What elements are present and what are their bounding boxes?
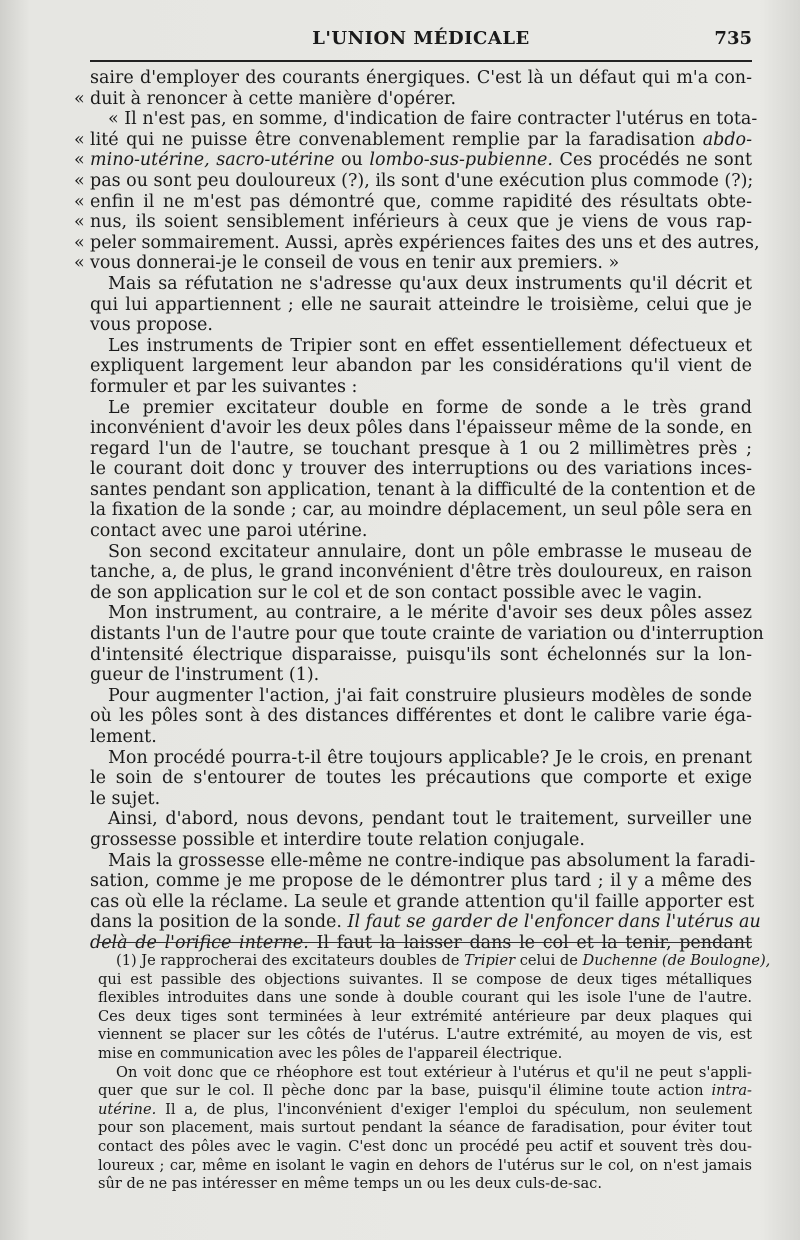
text-span: d'intensité électrique disparaisse, puisqu'ils sont échelonnés sur la lon- (90, 644, 752, 665)
quote-mark: « (74, 170, 85, 191)
text-span: vous donnerai-je le conseil de vous en tenir aux premiers. » (90, 253, 620, 274)
text-line (90, 109, 758, 130)
quote-mark: « (74, 212, 85, 233)
page-header (90, 28, 752, 56)
text-span: Mon procédé pourra-t-il être toujours applicable? Je le crois, en prenant (108, 747, 752, 768)
text-span: sûr de ne pas intéresser en même temps un ou les deux culs-de-sac. (98, 1175, 602, 1193)
text-span: saire d'employer des courants énergiques. C'est là un défaut qui m'a con- (90, 68, 752, 88)
text-line (90, 706, 752, 727)
text-line (90, 274, 752, 295)
text-span: Ces deux tiges sont terminées à leur extrémité antérieure par deux plaques qui (98, 1007, 752, 1025)
text-span: Son second excitateur annulaire, dont un pôle embrasse le museau de (108, 541, 752, 562)
text-line (98, 1157, 752, 1176)
text-line (90, 315, 752, 336)
italic-text: abdo- (702, 129, 752, 150)
italic-text: utérine. (98, 1100, 157, 1118)
text-line (90, 830, 752, 851)
text-line (90, 624, 764, 645)
text-span: expliquent largement leur abandon par les considérations qu'il vient de (90, 356, 752, 377)
text-span: contact avec une paroi utérine. (90, 521, 368, 542)
text-line (98, 1008, 752, 1027)
text-span: Ces procédés ne sont (552, 150, 752, 171)
quote-mark: « (74, 129, 85, 150)
italic-text: Duchenne (de Boulogne), (582, 952, 771, 969)
text-span: Le premier excitateur double en forme de sonde a le très grand (108, 397, 752, 418)
text-line (90, 459, 752, 480)
text-span: Il a, de plus, l'inconvénient d'exiger l'emploi du spéculum, non seulement (156, 1100, 752, 1118)
italic-text: Tripier (464, 952, 516, 969)
text-span: quer que sur le col. Il pèche donc par la base, puisqu'il élimine toute action (98, 1082, 712, 1100)
text-line (90, 500, 752, 521)
text-span: qui est passible des objections suivantes. Il se compose de deux tiges métalliques (98, 970, 752, 988)
text-span: cas où elle la réclame. La seule et grande attention qu'il faille apporter est (90, 891, 755, 912)
text-span: lité qui ne puisse être convenablement remplie par la faradisation (90, 129, 703, 150)
text-span: pour son placement, mais surtout pendant la séance de faradisation, pour éviter tout (98, 1119, 752, 1137)
text-line (90, 398, 752, 419)
text-span: enfin il ne m'est pas démontré que, comme rapidité des résultats obte- (90, 191, 752, 212)
text-line (98, 1045, 752, 1064)
text-line (90, 562, 752, 583)
quote-mark: « (74, 232, 85, 253)
footnotes (98, 952, 771, 1194)
text-line (90, 336, 752, 357)
text-line (98, 1119, 752, 1138)
italic-text: lombo-sus-pubienne. (369, 150, 553, 171)
text-span: « Il n'est pas, en somme, d'indication de faire contracter l'utérus en tota- (108, 109, 758, 130)
text-span: regard l'un de l'autre, se touchant presque à 1 ou 2 millimètres près ; (90, 438, 752, 459)
page-number: 735 (714, 28, 752, 49)
text-span: distants l'un de l'autre pour que toute crainte de variation ou d'interruption (90, 624, 764, 645)
italic-text: intra- (711, 1082, 752, 1100)
text-line (90, 542, 752, 563)
text-line (90, 809, 752, 830)
text-span: où les pôles sont à des distances différentes et dont le calibre varie éga- (90, 706, 752, 727)
text-line (90, 748, 752, 769)
text-span: flexibles introduites dans une sonde à double courant qui les isole l'une de l'autre. (98, 989, 752, 1007)
text-span: loureux ; car, même en isolant le vagin en dehors de l'utérus sur le col, on n'est jamais (98, 1156, 752, 1174)
italic-text: delà de l'orifice interne. (90, 932, 309, 953)
text-line (90, 871, 752, 892)
text-line (90, 418, 752, 439)
text-line (98, 971, 752, 990)
text-span: peler sommairement. Aussi, après expériences faites des uns et des autres, (90, 232, 760, 253)
text-span: Ainsi, d'abord, nous devons, pendant tout le traitement, surveiller une (108, 809, 752, 830)
text-line (98, 1082, 752, 1101)
header-rule (90, 60, 752, 62)
text-span: mise en communication avec les pôles de l'appareil électrique. (98, 1044, 563, 1062)
text-line (90, 377, 752, 398)
text-line (90, 665, 752, 686)
text-line (98, 1026, 752, 1045)
text-span: lement. (90, 727, 157, 747)
text-span: gueur de l'instrument (1). (90, 665, 320, 686)
text-line (90, 912, 761, 933)
text-span: On voit donc que ce rhéophore est tout extérieur à l'utérus et qu'il ne peut s'appli- (116, 1063, 752, 1081)
text-line (98, 1101, 752, 1120)
text-span: Les instruments de Tripier sont en effet essentiellement défectueux et (108, 335, 752, 356)
text-line (90, 439, 752, 460)
text-span: Il faut la laisser dans le col et la tenir, pendant (308, 932, 752, 953)
italic-text: Il faut se garder de l'enfoncer dans l'utérus au (347, 912, 761, 933)
text-span: la fixation de la sonde ; car, au moindre déplacement, un seul pôle sera en (90, 500, 752, 521)
text-line (90, 479, 756, 501)
text-span: de son application sur le col et de son contact possible avec le vagin. (90, 582, 703, 603)
text-line (98, 1064, 752, 1083)
text-line (90, 603, 752, 624)
text-span: Mais la grossesse elle-même ne contre-indique pas absolument la faradi- (108, 850, 756, 871)
text-line (90, 933, 752, 954)
text-line (74, 88, 752, 110)
text-line (90, 356, 752, 377)
text-span: qui lui appartiennent ; elle ne saurait atteindre le troisième, celui que je (90, 294, 752, 315)
text-span: ou (334, 150, 370, 171)
text-span: Mais sa réfutation ne s'adresse qu'aux deux instruments qu'il décrit et (108, 273, 752, 294)
text-span: sation, comme je me propose de le démontrer plus tard ; il y a même des (90, 871, 752, 892)
text-line (98, 1175, 752, 1194)
text-line (98, 952, 771, 971)
text-line (74, 170, 754, 192)
text-line (90, 295, 752, 316)
text-line (74, 232, 760, 254)
text-line (90, 789, 752, 810)
text-line (74, 191, 752, 213)
text-span: santes pendant son application, tenant à la difficulté de la contention et de (90, 479, 756, 500)
text-span: (1) Je rapprocherai des excitateurs doubles de (116, 952, 465, 969)
text-span: pas ou sont peu douloureux (?), ils sont d'une exécution plus commode (?); (90, 170, 754, 191)
text-span: tanche, a, de plus, le grand inconvénient d'être très douloureux, en raison (90, 562, 752, 583)
text-line (98, 989, 752, 1008)
text-line (74, 150, 752, 171)
text-span: contact des pôles avec le vagin. C'est donc un procédé peu actif et souvent très dou- (98, 1137, 752, 1155)
text-span: le courant doit donc y trouver des interruptions ou des variations inces- (90, 459, 752, 480)
text-line (98, 1138, 752, 1157)
text-span: le soin de s'entourer de toutes les précautions que comporte et exige (90, 768, 752, 789)
text-span: Pour augmenter l'action, j'ai fait construire plusieurs modèles de sonde (108, 685, 752, 706)
text-span: Mon instrument, au contraire, a le mérite d'avoir ses deux pôles assez (108, 603, 752, 624)
text-span: viennent se placer sur les côtés de l'utérus. L'autre extrémité, au moyen de vis, est (98, 1026, 752, 1044)
text-line (90, 583, 752, 604)
text-line (90, 686, 752, 707)
text-line (74, 253, 752, 274)
text-span: formuler et par les suivantes : (90, 376, 358, 397)
text-span: grossesse possible et interdire toute relation conjugale. (90, 829, 585, 850)
text-span: celui de (515, 952, 583, 969)
text-line (90, 521, 752, 542)
text-line (90, 68, 752, 89)
text-line (90, 727, 752, 748)
text-span: vous propose. (90, 315, 213, 336)
text-line (90, 850, 756, 872)
text-line (74, 212, 752, 233)
quote-mark: « (74, 191, 85, 212)
footnote-rule (98, 942, 752, 943)
text-span: inconvénient d'avoir les deux pôles dans l'épaisseur même de la sonde, en (90, 418, 752, 439)
text-span: dans la position de la sonde. (90, 912, 348, 933)
text-line (90, 891, 755, 913)
italic-text: mino-utérine, sacro-utérine (90, 150, 335, 171)
body-text (74, 68, 764, 954)
running-title: L'UNION MÉDICALE (312, 28, 530, 49)
text-line (90, 645, 752, 666)
text-span: duit à renoncer à cette manière d'opérer. (90, 88, 457, 109)
quote-mark: « (74, 253, 85, 274)
text-span: nus, ils soient sensiblement inférieurs à ceux que je viens de vous rap- (90, 212, 752, 233)
text-span: le sujet. (90, 788, 161, 809)
quote-mark: « (74, 150, 85, 171)
text-line (90, 768, 752, 789)
text-line (74, 129, 752, 151)
quote-mark: « (74, 88, 85, 109)
